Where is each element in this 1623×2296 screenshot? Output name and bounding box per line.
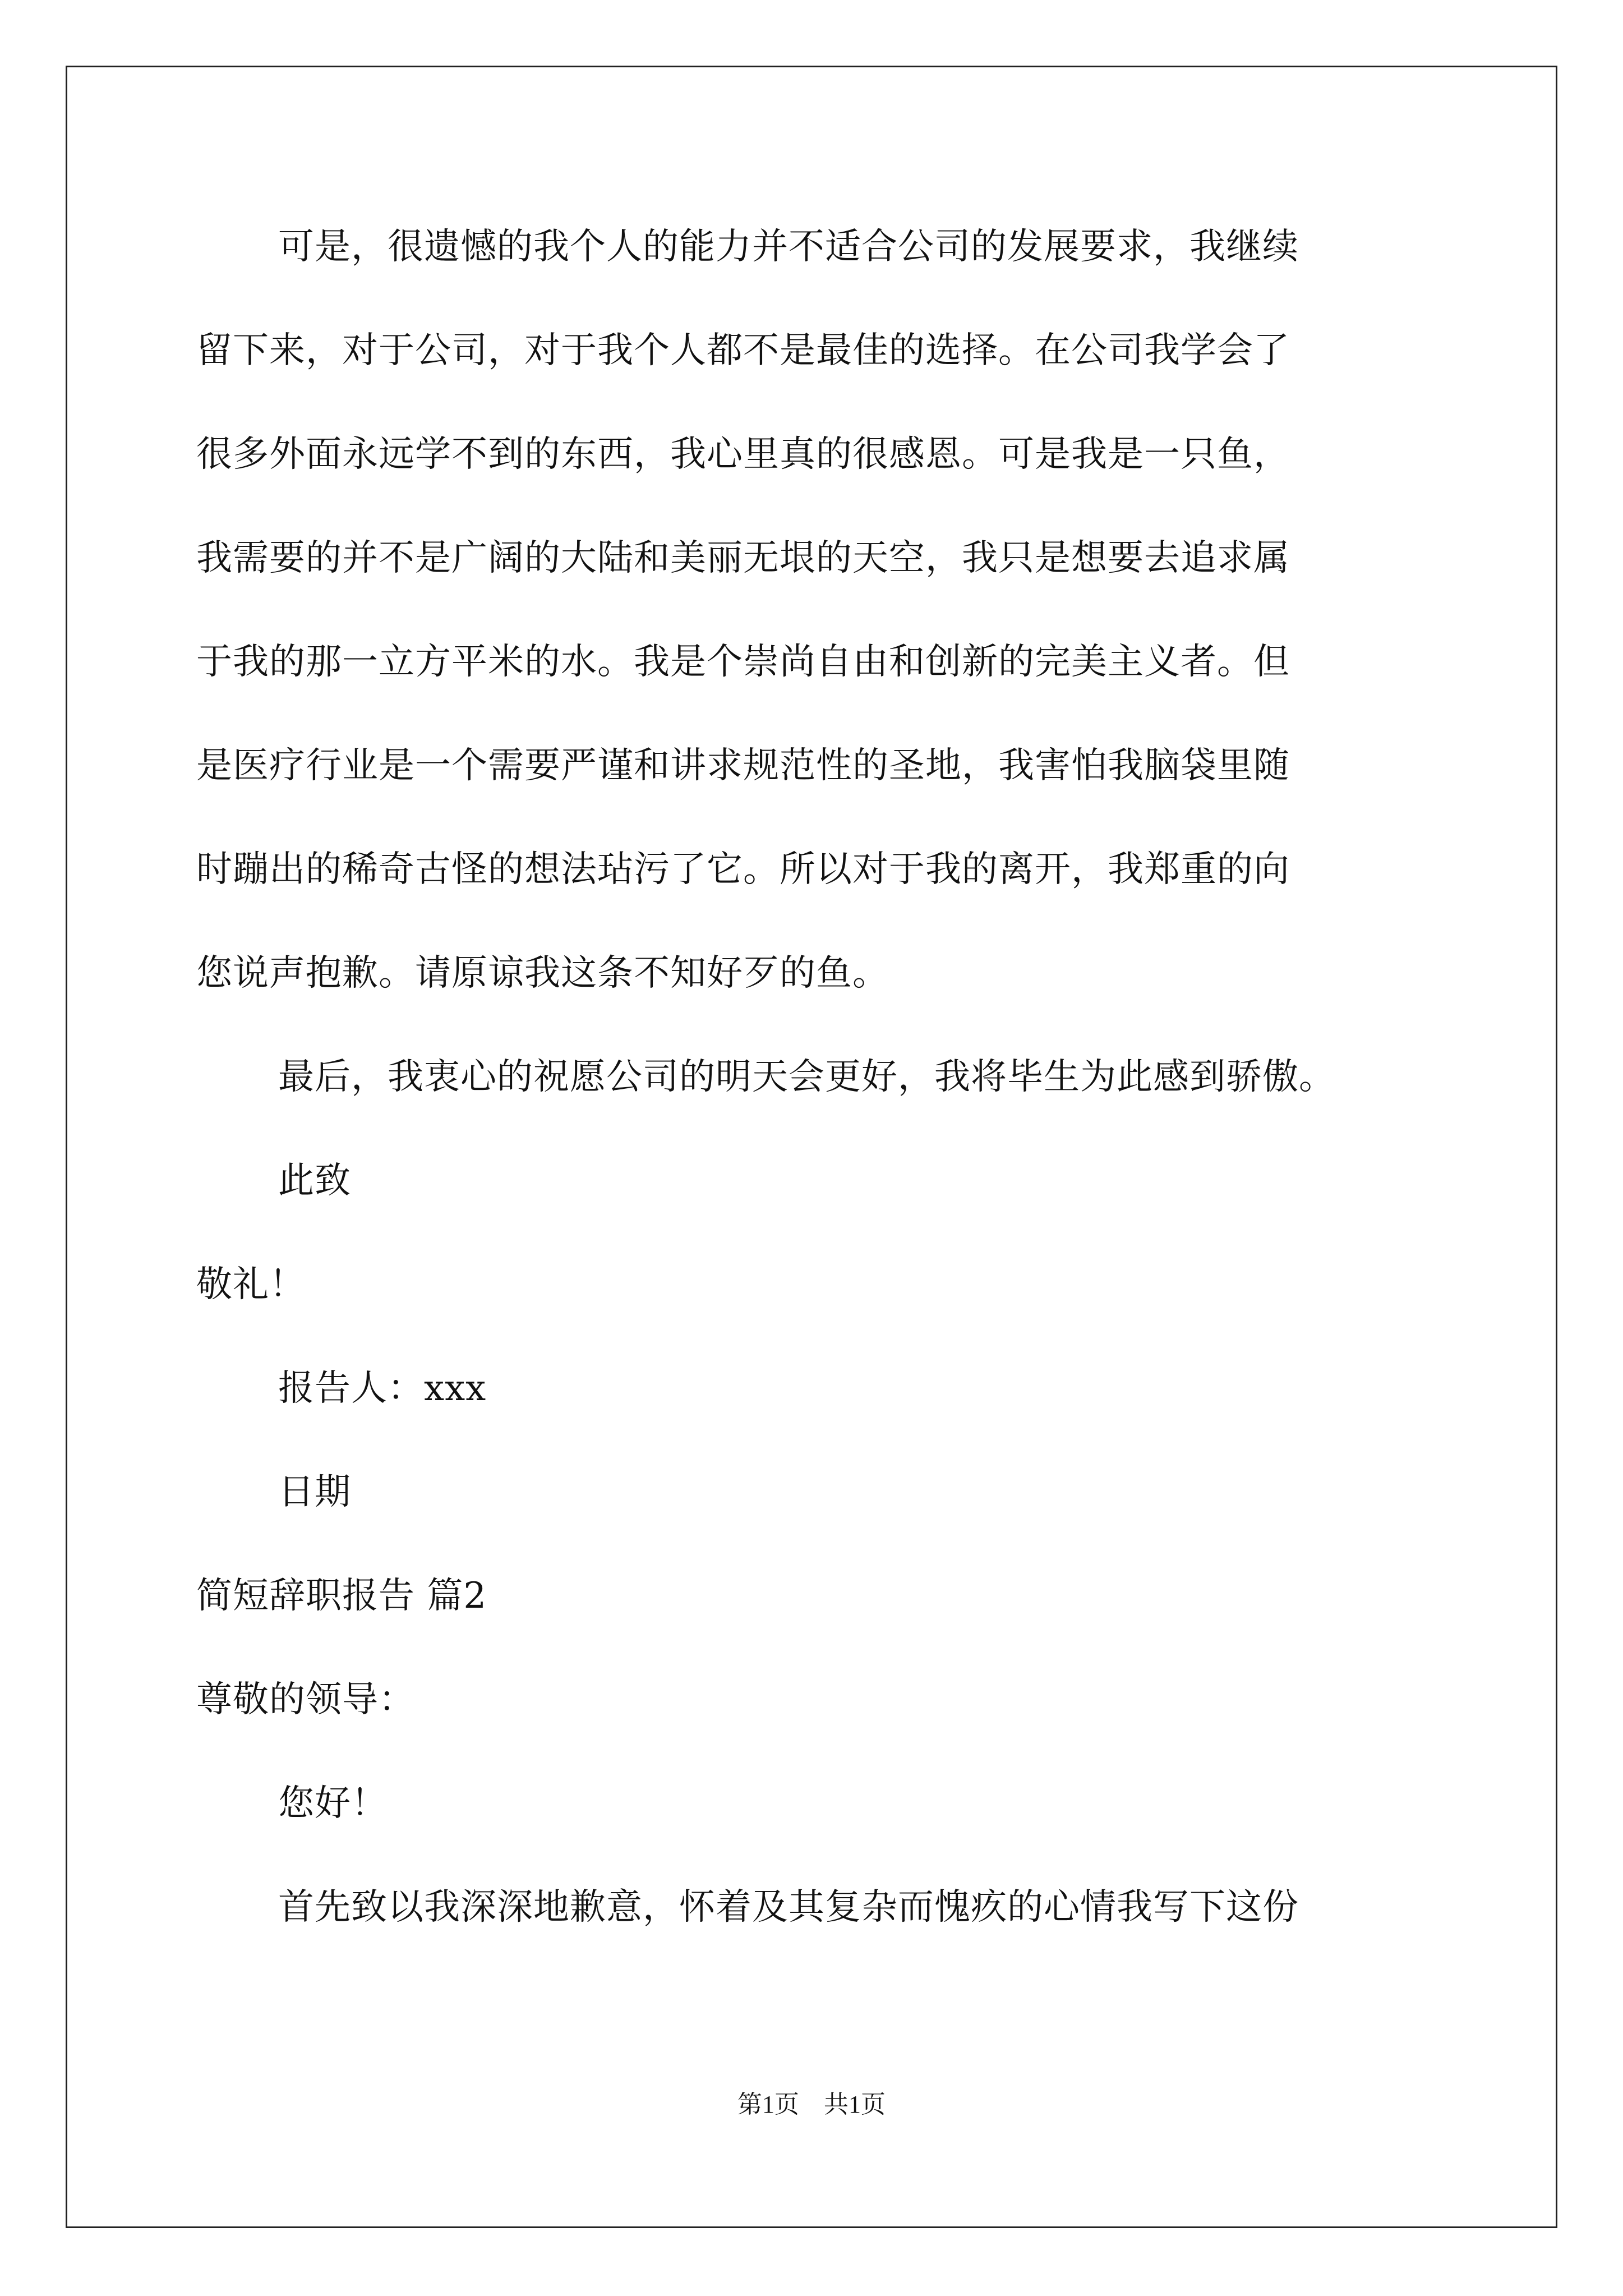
greeting-line: 尊敬的领导： (196, 1679, 415, 1720)
section-heading: 简短辞职报告 篇2 (196, 1575, 487, 1617)
paragraph-line: 您说声抱歉。请原谅我这条不知好歹的鱼。 (196, 953, 889, 994)
paragraph-line: 于我的那一立方平米的水。我是个崇尚自由和创新的完美主义者。但 (196, 641, 1290, 683)
paragraph-line: 可是，很遗憾的我个人的能力并不适合公司的发展要求，我继续 (278, 226, 1299, 268)
salutation-closing: 敬礼！ (196, 1264, 306, 1305)
closing-line: 此致 (278, 1160, 351, 1202)
paragraph-line: 最后，我衷心的祝愿公司的明天会更好，我将毕生为此感到骄傲。 (278, 1056, 1335, 1098)
paragraph-line: 留下来，对于公司，对于我个人都不是最佳的选择。在公司我学会了 (196, 330, 1290, 371)
paragraph-line: 我需要的并不是广阔的大陆和美丽无垠的天空，我只是想要去追求属 (196, 537, 1290, 579)
paragraph-line: 很多外面永远学不到的东西，我心里真的很感恩。可是我是一只鱼， (196, 434, 1290, 475)
paragraph-line: 时蹦出的稀奇古怪的想法玷污了它。所以对于我的离开，我郑重的向 (196, 849, 1290, 890)
date-line: 日期 (278, 1471, 351, 1513)
greeting-line: 您好！ (278, 1783, 388, 1824)
paragraph-line: 是医疗行业是一个需要严谨和讲求规范性的圣地，我害怕我脑袋里随 (196, 745, 1290, 786)
paragraph-line: 首先致以我深深地歉意，怀着及其复杂而愧疚的心情我写下这份 (278, 1887, 1299, 1928)
page-footer: 第1页 共1页 (737, 2091, 886, 2118)
reporter-line: 报告人：xxx (278, 1368, 487, 1409)
